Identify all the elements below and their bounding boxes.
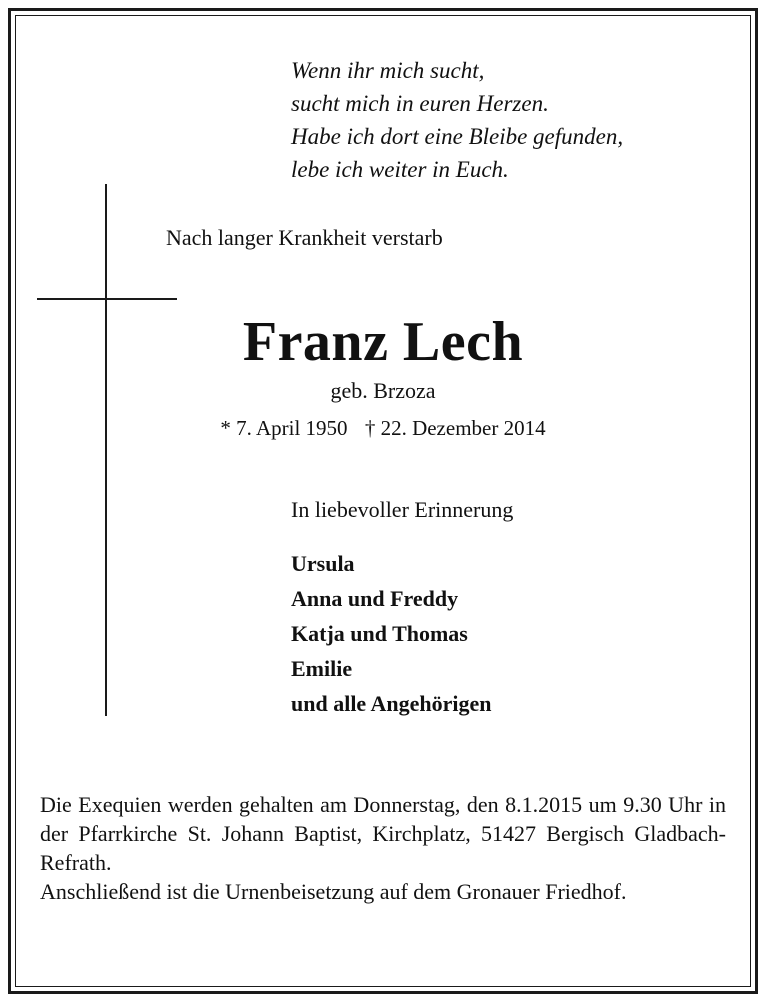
poem-line: Wenn ihr mich sucht,	[291, 58, 485, 83]
mourners-list	[291, 546, 491, 721]
memory-line: In liebevoller Erinnerung	[291, 497, 514, 522]
service-paragraph: Die Exequien werden gehalten am Donnerstag, den 8.1.2015 um 9.30 Uhr in der Pfarrkirche St. Johann Baptist, Kirchplatz, 51427 Bergisch Gladbach-Refrath.	[40, 792, 726, 875]
poem-line: sucht mich in euren Herzen.	[291, 91, 549, 116]
mourner: Ursula	[291, 551, 355, 576]
service-info	[40, 790, 726, 906]
intro-text: Nach langer Krankheit verstarb	[166, 225, 443, 250]
burial-paragraph: Anschließend ist die Urnenbeisetzung auf dem Gronauer Friedhof.	[40, 879, 627, 904]
mourner: Katja und Thomas	[291, 621, 468, 646]
birth-name: geb. Brzoza	[330, 378, 436, 403]
poem-line: Habe ich dort eine Bleibe gefunden,	[291, 124, 624, 149]
poem-line: lebe ich weiter in Euch.	[291, 157, 509, 182]
mourner: Emilie	[291, 656, 353, 681]
mourner: Anna und Freddy	[291, 586, 459, 611]
cross-icon-horizontal	[37, 298, 177, 300]
birth-date: * 7. April 1950	[220, 416, 348, 440]
deceased-name: Franz Lech	[242, 311, 524, 373]
mourner: und alle Angehörigen	[291, 691, 492, 716]
death-date: † 22. Dezember 2014	[364, 416, 546, 440]
cross-icon-vertical	[105, 184, 107, 716]
life-dates	[0, 416, 766, 441]
poem	[291, 54, 623, 186]
